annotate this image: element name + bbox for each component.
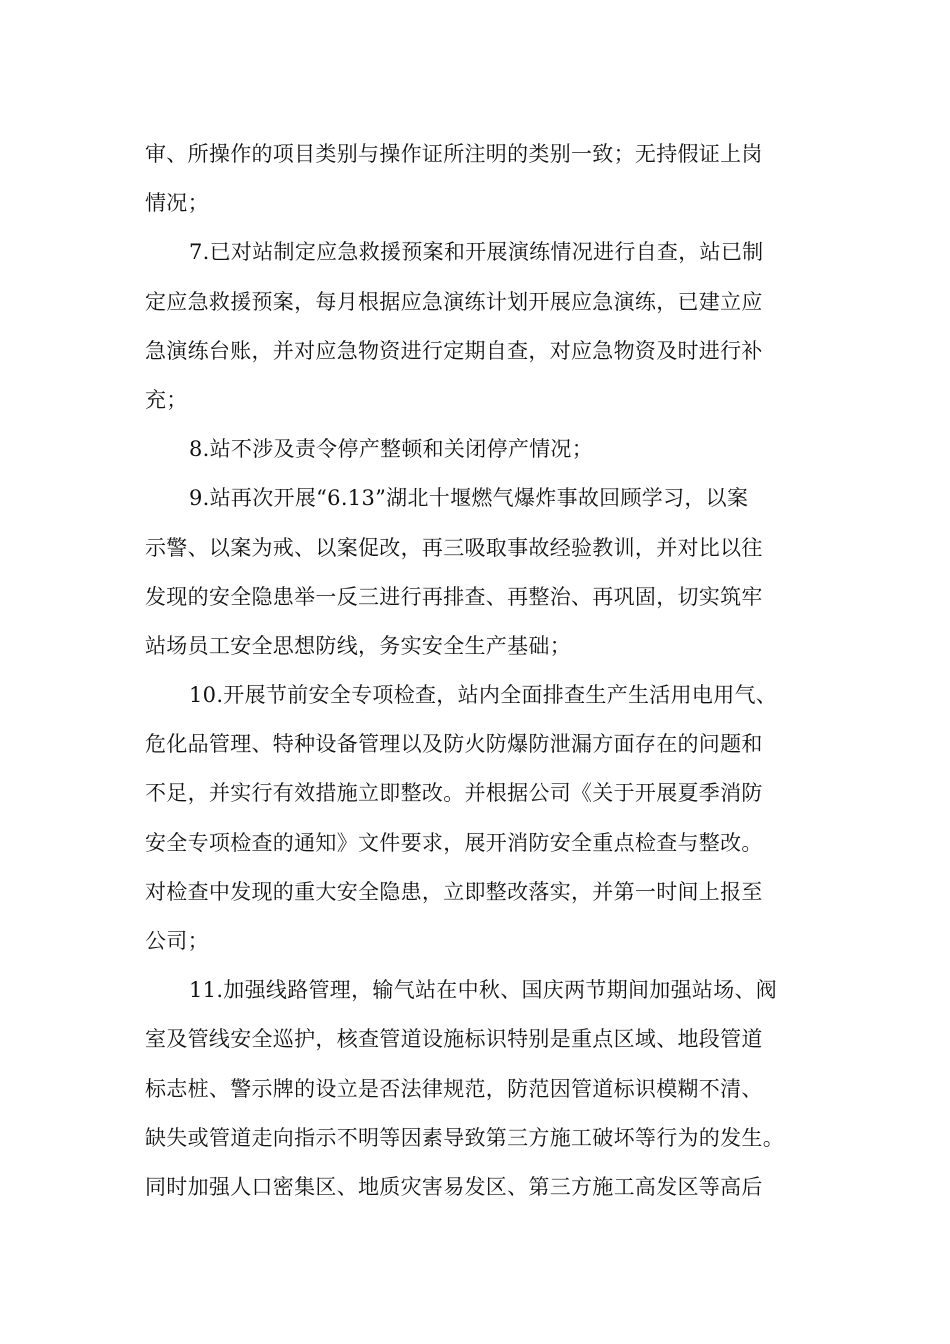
paragraph-7-start: 7.已对站制定应急救援预案和开展演练情况进行自查，站已制 [189, 240, 764, 265]
paragraph-9-start: 9.站再次开展“6.13”湖北十堰燃气爆炸事故回顾学习，以案 [189, 486, 749, 511]
text-line: 对检查中发现的重大安全隐患，立即整改落实，并第一时间上报至 [145, 879, 763, 904]
text-line: 示警、以案为戒、以案促改，再三吸取事故经验教训，并对比以往 [145, 535, 763, 560]
text-line: 站场员工安全思想防线，务实安全生产基础； [145, 633, 571, 658]
paragraph-10-start: 10.开展节前安全专项检查，站内全面排查生产生活用电用气、 [189, 683, 778, 708]
text-line: 室及管线安全巡护，核查管道设施标识特别是重点区域、地段管道 [145, 1027, 763, 1052]
text-line: 急演练台账，并对应急物资进行定期自查，对应急物资及时进行补 [145, 338, 763, 363]
text-line: 危化品管理、特种设备管理以及防火防爆防泄漏方面存在的问题和 [145, 732, 763, 757]
text-line: 不足，并实行有效措施立即整改。并根据公司《关于开展夏季消防 [145, 781, 763, 806]
text-line: 定应急救援预案，每月根据应急演练计划开展应急演练，已建立应 [145, 289, 763, 314]
paragraph-11-start: 11.加强线路管理，输气站在中秋、国庆两节期间加强站场、阀 [189, 978, 778, 1003]
text-line: 情况； [145, 191, 209, 216]
text-line: 审、所操作的项目类别与操作证所注明的类别一致；无持假证上岗 [145, 142, 763, 166]
text-line: 发现的安全隐患举一反三进行再排查、再整治、再巩固，切实筑牢 [145, 584, 763, 609]
text-line: 缺失或管道走向指示不明等因素导致第三方施工破坏等行为的发生。 [145, 1125, 784, 1150]
text-line: 安全专项检查的通知》文件要求，展开消防安全重点检查与整改。 [145, 830, 763, 855]
paragraph-8-start: 8.站不涉及责令停产整顿和关闭停产情况； [189, 437, 594, 462]
document-body [145, 130, 835, 1212]
text-line: 同时加强人口密集区、地质灾害易发区、第三方施工高发区等高后 [145, 1174, 763, 1199]
text-line: 标志桩、警示牌的设立是否法律规范，防范因管道标识模糊不清、 [145, 1076, 763, 1101]
text-line: 公司； [145, 929, 209, 953]
text-line: 充； [145, 387, 188, 412]
